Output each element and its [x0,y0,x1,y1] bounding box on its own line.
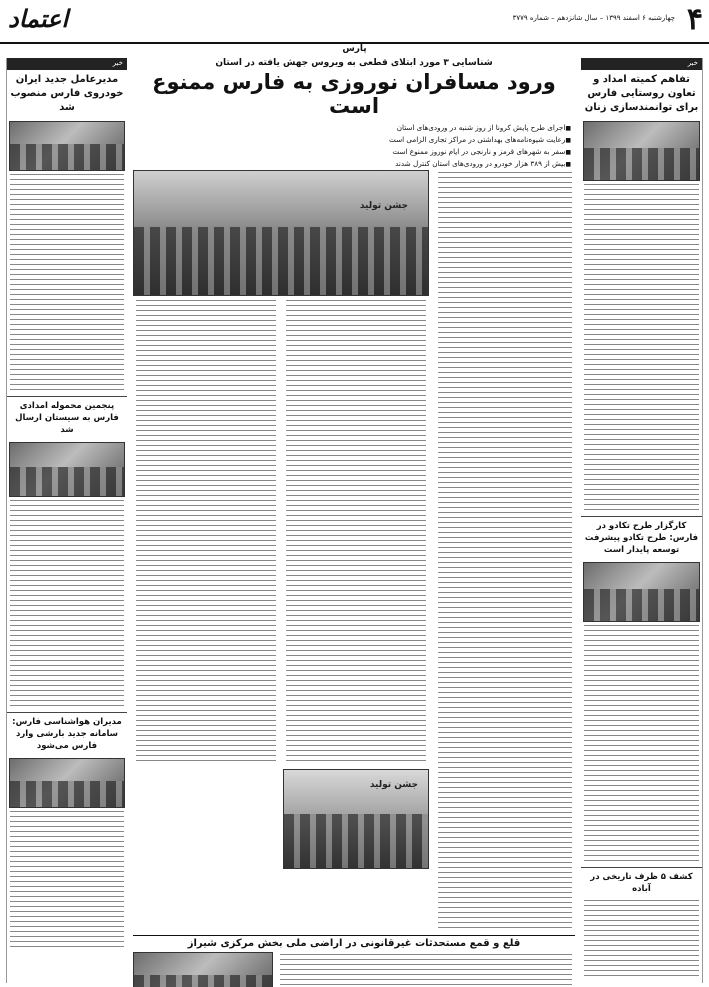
bullet-item: ■ بیش از ۳۸۹ هزار خودرو در ورودی‌های استان کنترل شدند [137,158,571,170]
photo-caption-bottom: جشن تولید [369,780,418,790]
right-headline-2: کارگزار طرح تکادو در فارس: طرح تکادو پیشرفت توسعه پایدار است [581,516,702,559]
left-headline-2: پنجمین محموله امدادی فارس به سیستان ارسال شد [7,396,127,439]
headline-bullets [137,122,571,170]
section-name: پارس [342,44,367,54]
right-photo-1 [583,121,700,181]
banner-photo [133,952,273,987]
left-headline-1: مدیرعامل جدید ایران خودروی فارس منصوب شد [10,74,124,113]
left-headline-3: مدیران هواشناسی فارس: سامانه جدید بارشی وارد فارس می‌شود [7,712,127,755]
banner-title: قلع و قمع مستحدثات غیرقانونی در اراضی ملی بخش مرکزی شیراز [187,938,521,949]
meeting-photo [133,170,429,296]
banner-body [280,954,572,987]
left-body-2 [10,500,124,710]
photo-caption-top: جشن تولید [359,201,408,211]
story-col-3 [136,300,276,765]
right-tag: خبر [581,58,702,70]
left-photo-2 [9,442,125,497]
left-photo-1 [9,121,125,171]
story-col-1 [438,172,572,932]
left-column [6,58,127,983]
page-number: ۴ [686,2,703,37]
right-body-2 [584,625,699,865]
kicker: شناسایی ۳ مورد ابتلای قطعی به ویروس جهش یافته در استان [215,58,493,68]
right-photo-2 [583,562,700,622]
right-body-1 [584,184,699,514]
left-body-1 [10,174,124,394]
left-body-3 [10,811,124,951]
right-column [581,58,703,983]
ceremony-photo [283,769,429,869]
story-col-2 [286,300,426,765]
bullet-item: ■ رعایت شیوه‌نامه‌های بهداشتی در مراکز تجاری الزامی است [137,134,571,146]
right-body-3 [584,900,699,980]
left-tag: خبر [7,58,127,70]
right-headline-1: تفاهم کمیته امداد و تعاون روستایی فارس برای توانمندسازی زنان [584,74,699,113]
right-headline-3: کشف ۵ ظرف تاریخی در آباده [581,867,702,898]
date-line: چهارشنبه ۶ اسفند ۱۳۹۹ – سال شانزدهم – شماره ۳۷۷۹ [512,14,675,22]
newspaper-logo: اعتماد [8,4,69,33]
bottom-banner [133,935,575,987]
main-headline: ورود مسافران نوروزی به فارس ممنوع است [152,70,556,118]
main-story [133,50,575,983]
bullet-item: ■ اجرای طرح پایش کرونا از روز شنبه در ورودی‌های استان [137,122,571,134]
bullet-item: ■ سفر به شهرهای قرمز و نارنجی در ایام نوروز ممنوع است [137,146,571,158]
masthead [0,0,709,44]
left-photo-3 [9,758,125,808]
